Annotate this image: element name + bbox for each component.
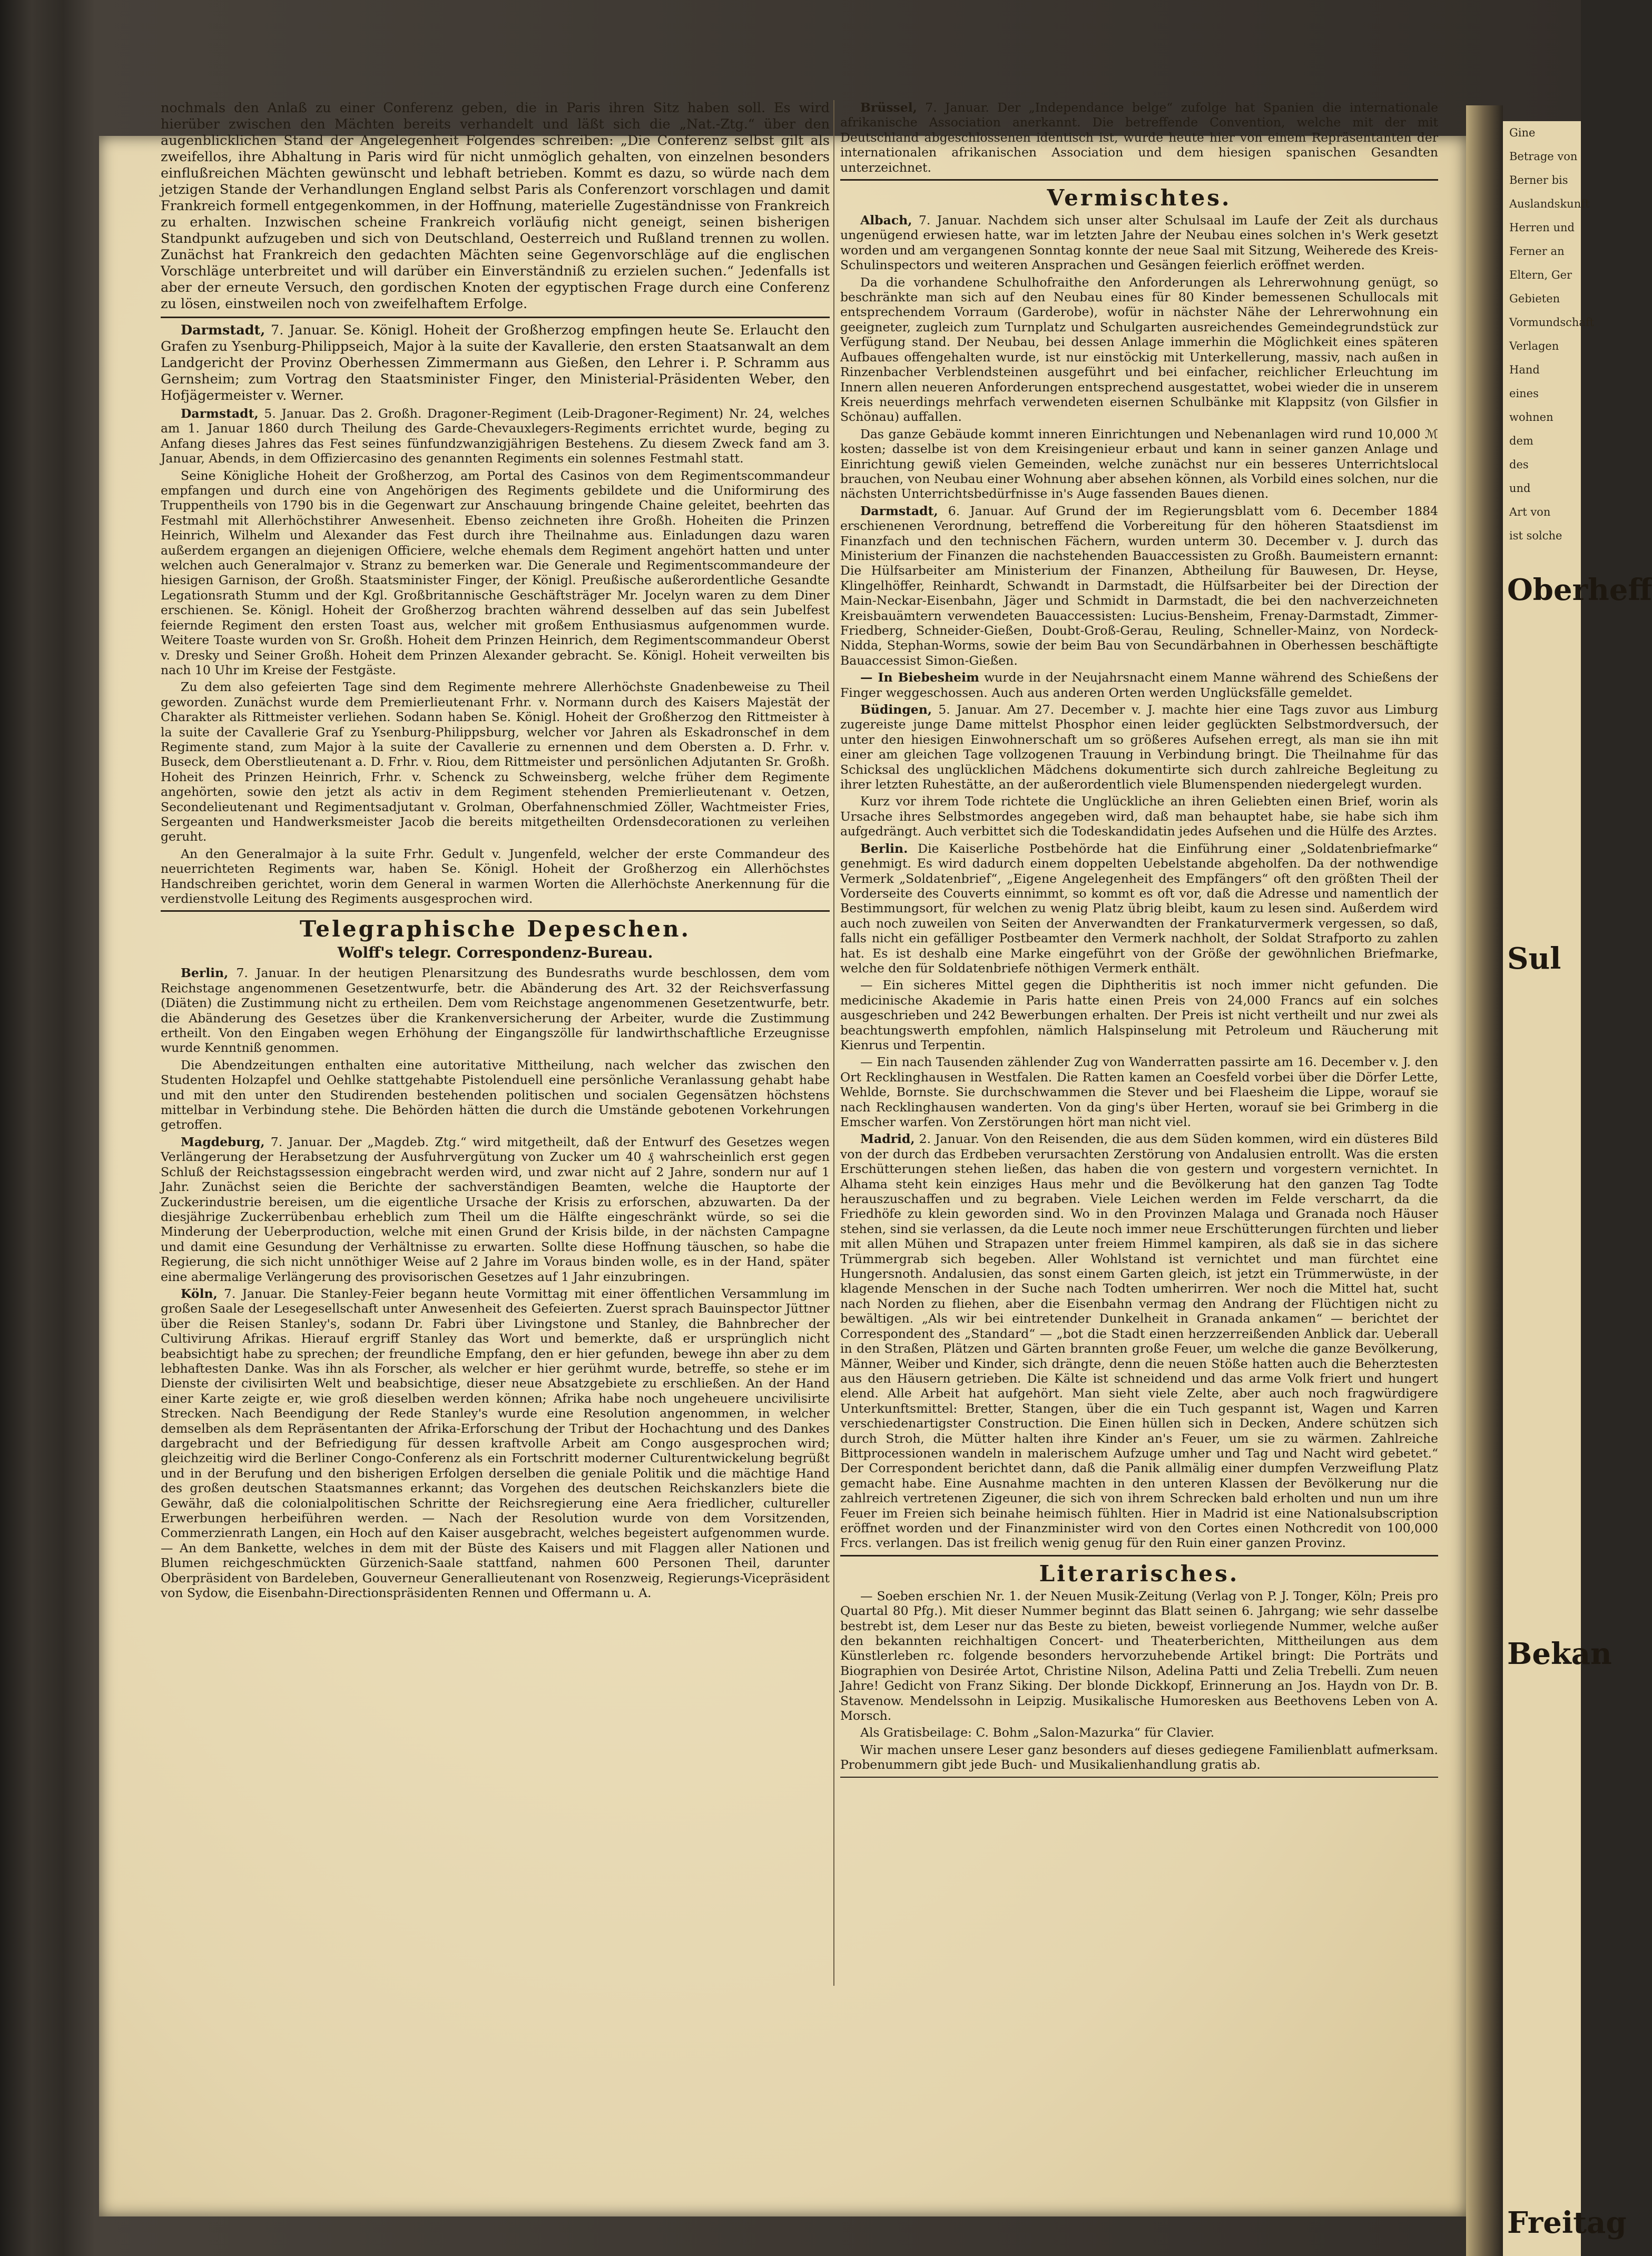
separator-rule (840, 1777, 1438, 1778)
article-text: 6. Januar. Auf Grund der im Regierungsblatt vom 6. December 1884 erschienenen Verordnung, betreffend die Vorbereitung für den höheren Staatsdienst im Finanzfach und den technischen Fächern, wurden unterm 30. December v. J. durch das Ministerium der Finanzen die nachstehenden Bauaccessisten zu Großh. Baumeistern ernannt: Die Hülfsarbeiter am Ministerium der Finanzen, Abtheilung für Bauwesen, Dr. Heyse, Klingelhöffer, Reinhardt, Schwandt in Darmstadt, die Hülfsarbeiter bei der Direction der Main-Neckar-Eisenbahn, Jäger und Schmidt in Darmstadt, die bei den nachverzeichneten Kreisbauämtern verwendeten Bauaccessisten: Lucius-Bensheim, Frenay-Darmstadt, Zimmer-Friedberg, Schneider-Gießen, Doubt-Groß-Gerau, Reuling, Schneller-Mainz, von Nordeck-Nidda, Stephan-Worms, sowie der beim Bau von Secundärbahnen in Oberhessen beschäftigte Bauaccessist Simon-Gießen. (840, 503, 1438, 668)
adjacent-line: Betrage von (1509, 150, 1578, 163)
article-madrid (840, 1131, 1438, 1550)
adjacent-line: wohnen (1509, 411, 1553, 423)
dateline: Brüssel, (860, 100, 917, 115)
article-paragraph: Da die vorhandene Schulhofraithe den Anforderungen als Lehrerwohnung genügt, so beschränkte man sich auf den Neubau eines für 80 Kinder bemessenen Schullocals mit entsprechendem Vorraum (Garderobe), wofür in nächster Nähe der Lehrerwohnung ein geeigneter, zugleich zum Turnplatz und Schulgarten ausreichendes Gemeindegrundstück zur Verfügung stand. Der Neubau, bei dessen Anlage immerhin die Möglichkeit eines späteren Aufbaues offengehalten wurde, ist nur einstöckig mit Unterkellerung, massiv, nach außen in Rinzenbacher Verblendsteinen ausgeführt und bei einfacher, reichlicher Erleuchtung im Innern allen neueren Anforderungen entsprechend ausgestattet, wobei wieder die in unserem Kreis neuerdings mehrfach verwendeten eisernen Schulbänke mit Klappsitz (von Gilsfier in Schönau) auffallen. (840, 274, 1438, 425)
adjacent-page-lines (1503, 121, 1595, 548)
separator-rule (840, 1555, 1438, 1556)
article-paragraph: Das ganze Gebäude kommt inneren Einrichtungen und Nebenanlagen wird rund 10,000 ℳ kosten; dasselbe ist von dem Kreisingenieur erbaut und kann in seiner ganzen Anlage und Einrichtung gewiß vielen Gemeinden, welche zunächst nur ein besseres Unterrichtslocal brauchen, von Neubau einer Wohnung aber absehen können, als Vorbild eines solchen, nur die nächsten Unterrichtsbedürfnisse in's Auge fassenden Baues dienen. (840, 426, 1438, 501)
adjacent-line: Herren und (1509, 221, 1575, 234)
article-darmstadt-1 (161, 322, 830, 404)
right-column (840, 100, 1438, 1782)
article-darmstadt-3 (840, 504, 1438, 668)
article-albach (840, 213, 1438, 273)
adjacent-line: Eltern, Ger (1509, 269, 1572, 281)
article-text: Die Kaiserliche Postbehörde hat die Einführung einer „Soldatenbriefmarke“ genehmigt. Es wird dadurch einem doppelten Uebelstande abgeholfen. Da der nothwendige Vermerk „Soldatenbrief“, „Eigene Angelegenheit des Empfängers“ oft den größten Theil der Vorderseite des Couverts einnimmt, so kommt es oft vor, daß die Adresse und namentlich der Bestimmungsort, für welchen zu wenig Platz übrig bleibt, kaum zu lesen sind. Außerdem wird auch noch zuweilen von Seiten der Anverwandten der Frankaturvermerk vergessen, so daß, falls nicht ein gefälliger Postbeamter den Vermerk nachholt, der Soldat Strafporto zu zahlen hat. Es ist deshalb eine Marke eingeführt von der Größe der gewöhnlichen Briefmarke, welche den für Soldatenbriefe nöthigen Vermerk enthält. (840, 841, 1438, 976)
article-darmstadt-2 (161, 406, 830, 466)
article-text: wurde in der Neujahrsnacht einem Manne während des Schießens der Finger weggeschossen. Auch aus anderen Orten werden Unglücksfälle gemeldet. (840, 670, 1438, 700)
article-buedingen (840, 702, 1438, 792)
dateline: Darmstadt, (181, 322, 266, 338)
article-text: 7. Januar. Der „Independance belge“ zufolge hat Spanien die internationale afrikanische Association anerkannt. Die betreffende Convention, welche mit der mit Deutschland abgeschlossenen identisch ist, wurde heute hier von einem Repräsentanten der internationalen afrikanischen Association und dem hiesigen spanischen Gesandten unterzeichnet. (840, 100, 1438, 175)
article-text: 2. Januar. Von den Reisenden, die aus dem Süden kommen, wird ein düsteres Bild von der durch das Erdbeben verursachten Zerstörung von Andalusien entrollt. Was die ersten Erschütterungen stehen ließen, das haben die von gestern und vorgestern vernichtet. In Alhama steht kein einziges Haus mehr und die Bevölkerung hat den ganzen Tag Todte herauszuschaffen und zu begraben. Viele Leichen werden im Felde verscharrt, da die Friedhöfe zu klein geworden sind. Wo in den Provinzen Malaga und Granada noch Häuser stehen, sind sie verlassen, da die Leute noch immer neue Erschütterungen fürchten und lieber mit allen Mühen und Strapazen unter freiem Himmel kampiren, als daß sie in das sichere Trümmergrab sich begeben. Aller Wohlstand ist vernichtet und man fürchtet eine Hungersnoth. Andalusien, das sonst einem Garten gleich, ist jetzt ein Trümmerwüste, in der klagende Menschen in der Suche nach Todten umherirren. Wer noch die Mittel hat, sucht nach Norden zu fliehen, aber die Eisenbahn vermag den Andrang der Flüchtigen nicht zu bewältigen. „Als wir bei eintretender Dunkelheit in Granada ankamen“ — berichtet der Correspondent des „Standard“ — „bot die Stadt einen herzzerreißenden Anblick dar. Ueberall in den Straßen, Plätzen und Gärten brannten große Feuer, um welche die ganze Bevölkerung, Männer, Weiber und Kinder, sich drängte, denn die neuen Stöße hatten auch die Beherztesten aus den Häusern getrieben. Die Kälte ist schneidend und das arme Volk friert und hungert elend. Alle Arbeit hat aufgehört. Man sieht viele Zelte, aber auch noch fragwürdigere Unterkunftsmittel: Bretter, Stangen, über die ein Tuch gespannt ist, Wagen und Karren verschiedenartigster Construction. Die Einen hüllen sich in Decken, Andere schützen sich durch Stroh, die Mütter halten ihre Kinder an's Feuer, um sie zu wärmen. Zahlreiche Bittprocessionen wandeln in malerischem Aufzuge umher und Tag und Nacht wird gebetet.“ Der Correspondent berichtet dann, daß die Panik allmälig einer dumpfen Verzweiflung Platz gemacht habe. Eine Ausnahme machten in den unteren Klassen der Bevölkerung nur die zahlreich vertretenen Zigeuner, die sich von ihrem Schrecken bald erholten und nun um ihre Feuer im Freien sich beinahe heimisch fühlten. Hier in Madrid ist eine Nationalsubscription eröffnet worden und der Finanzminister wird von den Cortes einen Nothcredit von 100,000 Frcs. verlangen. Das ist freilich wenig genug für den Ruin einer ganzen Provinz. (840, 1131, 1438, 1551)
separator-rule (161, 910, 830, 912)
article-berlin (161, 966, 830, 1055)
section-subheading: Wolff's telegr. Correspondenz-Bureau. (337, 944, 653, 962)
dateline: Köln, (181, 1286, 218, 1301)
article-berlin-post (840, 841, 1438, 976)
article-bruessel (840, 100, 1438, 175)
article-text: 7. Januar. Se. Königl. Hoheit der Großherzog empfingen heute Se. Erlaucht den Grafen zu Ysenburg-Philippseich, Major à la suite der Kavallerie, den ersten Staatsanwalt an dem Landgericht der Provinz Oberhessen Zimmermann aus Gießen, den Lehrer i. P. Schramm aus Gernsheim; zum Vortrag den Staatsminister Finger, den Ministerial-Präsidenten Weber, den Hofjägermeister v. Werner. (161, 322, 830, 403)
section-heading-literarisches: Literarisches. (1039, 1560, 1240, 1587)
article-koeln (161, 1286, 830, 1601)
article-conference: nochmals den Anlaß zu einer Conferenz geben, die in Paris ihren Sitz haben soll. Es wird hierüber zwischen den Mächten bereits verhandelt und läßt sich die „Nat.-Ztg.“ über den augenblicklichen Stand der Angelegenheit Folgendes schreiben: „Die Conferenz selbst gilt als zweifellos, ihre Abhaltung in Paris wird für nicht unmöglich gehalten, von einzelnen besonders einflußreichen Mächten gewünscht und lebhaft betrieben. Kommt es dazu, so würde nach dem jetzigen Stande der Verhandlungen England selbst Paris als Conferenzort vorschlagen und damit Frankreich formell entgegenkommen, in der Hoffnung, materielle Zugeständnisse von Frankreich zu erhalten. Inzwischen scheine Frankreich vorläufig nicht geneigt, seinen bisherigen Standpunkt aufzugeben und sich von Deutschland, Oesterreich und Rußland trennen zu wollen. Zunächst hat Frankreich den gedachten Mächten seine Gegenvorschläge auf die englischen Vorschläge unterbreitet und will darüber ein Einverständniß zu erzielen suchen.“ Jedenfalls ist aber der erneute Versuch, den gordischen Knoten der egyptischen Frage durch eine Conferenz zu lösen, einstweilen noch von zweifelhaftem Erfolge. (161, 100, 830, 312)
article-paragraph: Kurz vor ihrem Tode richtete die Unglückliche an ihren Geliebten einen Brief, worin als Ursache ihres Selbstmordes angegeben wird, daß man behauptet habe, sie habe sich ihm aufgedrängt. Auch verbittet sich die Todeskandidatin jedes Aufsehen und die Hülfe des Arztes. (840, 794, 1438, 839)
dateline: Berlin, (181, 966, 229, 981)
adjacent-line: dem (1509, 435, 1533, 447)
adjacent-line: Gine (1509, 126, 1536, 139)
book-gutter (1466, 105, 1503, 2256)
column-divider (833, 100, 834, 1986)
article-paragraph: — Ein nach Tausenden zählender Zug von Wanderratten passirte am 16. December v. J. den Ort Recklinghausen in Westfalen. Die Ratten kamen an Coesfeld vorbei über die Dörfer Lette, Wehlde, Bornste. Sie durchschwammen die Stever und bei Flaesheim die Lippe, worauf sie nach Recklinghausen wanderten. Von da ging's über Herten, worauf sie bei Grimberg in die Emscher warfen. Von Zerstörungen hört man nicht viel. (840, 1055, 1438, 1129)
article-text: 7. Januar. Der „Magdeb. Ztg.“ wird mitgetheilt, daß der Entwurf des Gesetzes wegen Verlängerung der Herabsetzung der Ausfuhrvergütung von Zucker um 40 ₰ wahrscheinlich erst gegen Schluß der Reichstagssession eingebracht werden wird, und zwar nicht auf 2 Jahre, sondern nur auf 1 Jahr. Zunächst seien die Berichte der sachverständigen Beamten, welche die Hauptorte der Zuckerindustrie bereisen, um die eigentliche Ursache der Krisis zu erforschen, abzuwarten. Da der diesjährige Zuckerrübenbau erheblich zum Theil um die Hälfte eingeschränkt würde, so sei die Minderung der Ueberproduction, welche mit einen Grund der Krisis bilde, in der nächsten Campagne und damit eine Gesundung der Verhältnisse zu erwarten. Sollte diese Hoffnung täuschen, so habe die Regierung, die sich nicht unnöthiger Weise auf 2 Jahre im Voraus binden wolle, es in der Hand, später eine abermalige Verlängerung des provisorischen Gesetzes auf 1 Jahr einzubringen. (161, 1134, 830, 1284)
adjacent-heading: Freitag (1507, 2205, 1627, 2240)
article-paragraph: Seine Königliche Hoheit der Großherzog, am Portal des Casinos von dem Regimentscommandeur empfangen und durch eine von Angehörigen des Regiments gebildete und die Uniformirung des Truppentheils von 1790 bis in die Gegenwart zur Anschauung bringende Chaine geleitet, beehrten das Festmahl mit Allerhöchstihrer Anwesenheit. Ebenso zeichneten ihre Großh. Hoheiten die Prinzen Heinrich, Wilhelm und Alexander das Fest durch ihre Theilnahme aus. Einladungen dazu waren außerdem ergangen an diejenigen Officiere, welche ehemals dem Regiment angehört hatten und unter welchen auch Generalmajor v. Stranz zu bemerken war. Die Generale und Regimentscommandeure der hiesigen Garnison, der Großh. Staatsminister Finger, der Königl. Preußische außerordentliche Gesandte Legationsrath Stumm und der Kgl. Großbritannische Geschäftsträger Mr. Jocelyn waren zu dem Diner erschienen. Se. Königl. Hoheit der Großherzog brachten während desselben auf das sein Jubelfest feiernde Regiment den ersten Toast aus, welcher mit großem Enthusiasmus aufgenommen wurde. Weitere Toaste wurden von Sr. Großh. Hoheit dem Prinzen Heinrich, dem Regimentscommandeur Oberst v. Dresky und Seiner Großh. Hoheit dem Prinzen Alexander gebracht. Se. Königl. Hoheit verweilten bis nach 10 Uhr im Kreise der Festgäste. (161, 468, 830, 677)
dateline: Madrid, (860, 1131, 915, 1147)
article-paragraph: An den Generalmajor à la suite Frhr. Gedult v. Jungenfeld, welcher der erste Commandeur des neuerrichteten Regiments war, haben Se. Königl. Hoheit der Großherzog ein Allerhöchstes Handschreiben gerichtet, worin dem General in warmen Worten die Allerhöchste Anerkennung für die verdienstvolle Leitung des Regiments ausgesprochen wird. (161, 846, 830, 906)
dateline: — In Biebesheim (860, 670, 979, 685)
dateline: Berlin. (860, 841, 908, 856)
adjacent-line: Berner bis (1509, 174, 1568, 186)
adjacent-line: Verlagen (1509, 340, 1559, 352)
adjacent-heading: Sul (1507, 941, 1561, 976)
adjacent-line: Ferner an (1509, 245, 1565, 258)
adjacent-line: Art von (1509, 506, 1551, 518)
dateline: Darmstadt, (860, 503, 938, 518)
article-paragraph: Zu dem also gefeierten Tage sind dem Regimente mehrere Allerhöchste Gnadenbeweise zu Theil geworden. Zunächst wurde dem Premierlieutenant Frhr. v. Normann durch des Kaisers Majestät der Charakter als Rittmeister verliehen. Sodann haben Se. Königl. Hoheit der Großherzog den Rittmeister à la suite der Cavallerie Graf zu Ysenburg-Philippsburg, welcher vor Jahren als Eskadronschef in dem Regimente stand, zum Major à la suite der Cavallerie zu ernennen und dem Obersten a. D. Frhr. v. Buseck, dem Oberstlieutenant a. D. Frhr. v. Riou, dem Rittmeister und persönlichen Adjutanten Sr. Großh. Hoheit des Prinzen Heinrich, Frhr. v. Schenck zu Schweinsberg, welche früher dem Regimente angehörten, sowie den jetzt als activ in dem Regiment stehenden Premierlieutenant v. Oetzen, Secondelieutenant und Regimentsadjutant v. Grolman, Oberfahnenschmied Zöller, Wachtmeister Fries, Sergeanten und Handwerksmeister Jacob die bereits mitgetheilten Ordensdecorationen zu verleihen geruht. (161, 679, 830, 844)
adjacent-line: eines (1509, 387, 1539, 400)
dateline: Darmstadt, (181, 406, 259, 421)
adjacent-line: Gebieten (1509, 292, 1560, 305)
separator-rule (840, 179, 1438, 181)
article-text: 5. Januar. Das 2. Großh. Dragoner-Regiment (Leib-Dragoner-Regiment) Nr. 24, welches am 1. Januar 1860 durch Theilung des Garde-Chevauxlegers-Regiments errichtet wurde, beging zu Anfang dieses Jahres das Fest seines fünfundzwanzigjährigen Bestehens. Zu diesem Zweck fand am 3. Januar, Abends, in dem Offiziercasino des genannten Regiments ein solennes Festmahl statt. (161, 406, 830, 466)
dateline: Albach, (860, 213, 912, 228)
article-magdeburg (161, 1135, 830, 1284)
dateline: Magdeburg, (181, 1134, 265, 1149)
adjacent-line: ist solche (1509, 529, 1562, 542)
section-heading-telegraphic: Telegraphische Depeschen. (299, 916, 691, 942)
article-paragraph: Wir machen unsere Leser ganz besonders auf dieses gediegene Familienblatt aufmerksam. Probenummern gibt jede Buch- und Musikalienhandlung gratis ab. (840, 1742, 1438, 1772)
adjacent-heading: Oberheff (1507, 573, 1652, 607)
section-heading-vermischtes: Vermischtes. (1047, 185, 1232, 211)
article-text: 7. Januar. In der heutigen Plenarsitzung des Bundesraths wurde beschlossen, dem vom Reichstage angenommenen Gesetzentwurfe, betr. die Abänderung des Art. 32 der Reichsverfassung (Diäten) die Zustimmung nicht zu ertheilen. Dem vom Reichstage angenommenen Gesetzentwurfe, betr. die Abänderung des Gesetzes über die Krankenversicherung der Arbeiter, wurde die Zustimmung ertheilt. Von den Eingaben wegen Erhöhung der Eingangszölle für landwirthschaftliche Erzeugnisse wurde Kenntniß genommen. (161, 966, 830, 1056)
article-text: 5. Januar. Am 27. December v. J. machte hier eine Tags zuvor aus Limburg zugereiste junge Dame mittelst Phosphor einen leider geglückten Selbstmordversuch, der unter den hiesigen Einwohnerschaft um so größeres Aufsehen erregt, als man sie ihn mit einer am gleichen Tage vollzogenen Trauung in Verbindung bringt. Die Theilnahme für das Schicksal des unglücklichen Mädchens dokumentirte sich durch zahlreiche Begleitung zu ihrer letzten Ruhestätte, an der außerordentlich viele Blumenspenden niedergelegt wurden. (840, 702, 1438, 792)
article-text: 7. Januar. Nachdem sich unser alter Schulsaal im Laufe der Zeit als durchaus ungenügend erwiesen hatte, war im letzten Jahre der Neubau eines solchen in's Werk gesetzt worden und am vergangenen Sonntag konnte der neue Saal mit Sitzung, Weiherede des Kreis-Schulinspectors und weiteren Ansprachen und Gesängen feierlich eröffnet werden. (840, 213, 1438, 273)
left-column (161, 100, 830, 1602)
article-biebesheim (840, 670, 1438, 700)
dateline: Büdingen, (860, 702, 932, 717)
adjacent-heading: Bekan (1507, 1637, 1612, 1671)
adjacent-line: und (1509, 482, 1531, 495)
article-paragraph: — Soeben erschien Nr. 1. der Neuen Musik-Zeitung (Verlag von P. J. Tonger, Köln; Preis pro Quartal 80 Pfg.). Mit dieser Nummer beginnt das Blatt seinen 6. Jahrgang; wie sehr dasselbe bestrebt ist, dem Leser nur das Beste zu bieten, beweist vorliegende Nummer, welche außer den bekannten reichhaltigen Concert- und Theaterberichten, Mittheilungen aus dem Künstlerleben rc. folgende besonders hervorzuhebende Artikel bringt: Die Porträts und Biographien von Desirée Artot, Christine Nilson, Adelina Patti und Zelia Trebelli. Zum neuen Jahre! Gedicht von Franz Siking. Der blonde Dickkopf, Erinnerung an Jos. Haydn von Dr. B. Stavenow. Mendelssohn in Leipzig. Musikalische Humoresken aus Beethovens Leben von A. Morsch. (840, 1588, 1438, 1723)
separator-rule (161, 317, 830, 318)
article-paragraph: Als Gratisbeilage: C. Bohm „Salon-Mazurka“ für Clavier. (860, 1725, 1215, 1740)
adjacent-page-edge (1503, 121, 1652, 2256)
article-paragraph: — Ein sicheres Mittel gegen die Diphtheritis ist noch immer nicht gefunden. Die medicinische Akademie in Paris hatte einen Preis von 24,000 Francs auf ein solches ausgeschrieben und 242 Bewerbungen erhalten. Der Preis ist nicht vertheilt und nur zwei als beachtungswerth empfohlen, nämlich Halspinselung mit Petroleum und Räucherung mit Kienrus und Terpentin. (840, 978, 1438, 1052)
article-paragraph: Die Abendzeitungen enthalten eine autoritative Mittheilung, nach welcher das zwischen den Studenten Holzapfel und Oehlke stattgehabte Pistolenduell eine persönliche Veranlassung gehabt habe und mit den unter den Studirenden bestehenden politischen und socialen Gegensätzen höchstens mittelbar in Verbindung stehe. Die Behörden hätten die durch die Umstände gebotenen Vorkehrungen getroffen. (161, 1057, 830, 1132)
article-text: 7. Januar. Die Stanley-Feier begann heute Vormittag mit einer öffentlichen Versammlung im großen Saale der Lesegesellschaft unter Anwesenheit des Gefeierten. Zuerst sprach Bauinspector Jüttner über die Reisen Stanley's, sodann Dr. Fabri über Livingstone und Stanley, die Bahnbrecher der Cultivirung Afrikas. Hierauf ergriff Stanley das Wort und bemerkte, daß er ursprünglich nicht beabsichtigt habe zu sprechen; der freundliche Empfang, den er hier gefunden, bewege ihn aber zu dem lebhaftesten Danke. Was ihn als Forscher, als welcher er hier gerühmt wurde, betreffe, so stehe er im Dienste der civilisirten Welt und beabsichtige, dieser neue Absatzgebiete zu erschließen. An der Hand einer Karte zeigte er, wie groß dieselben werden können; Afrika habe noch ungeheuere uncivilisirte Strecken. Nach Beendigung der Rede Stanley's wurde eine Resolution angenommen, in welcher demselben als dem Repräsentanten der Afrika-Erforschung der Tribut der Hochachtung und des Dankes dargebracht und der Befriedigung für dessen kraftvolle Arbeit am Congo ausgesprochen wird; gleichzeitig wird die Berliner Congo-Conferenz als ein Fortschritt moderner Culturentwickelung begrüßt und in der Berufung und den bisherigen Erfolgen derselben die geniale Politik und die mächtige Hand des großen deutschen Staatsmannes erkannt; das Vorgehen des deutschen Reichskanzlers biete die Gewähr, daß die colonialpolitischen Schritte der Reichsregierung eine Aera friedlicher, cultureller Erwerbungen herbeiführen werden. — Nach der Resolution wurde von dem Vorsitzenden, Commerzienrath Langen, ein Hoch auf den Kaiser ausgebracht, welches begeistert aufgenommen wurde. — An dem Bankette, welches in dem mit der Büste des Kaisers und mit Flaggen aller Nationen und Blumen reichgeschmückten Gürzenich-Saale stattfand, nahmen 600 Personen Theil, darunter Oberpräsident von Bardeleben, Gouverneur Generallieutenant von Rosenzweig, Regierungs-Vicepräsident von Sydow, die Eisenbahn-Directionspräsidenten Rennen und Offermann u. A. (161, 1286, 830, 1601)
adjacent-line: Hand (1509, 363, 1540, 376)
adjacent-line: Vormundschaft (1509, 316, 1595, 329)
adjacent-line: Auslandskunft (1509, 198, 1590, 210)
adjacent-line: des (1509, 458, 1529, 471)
